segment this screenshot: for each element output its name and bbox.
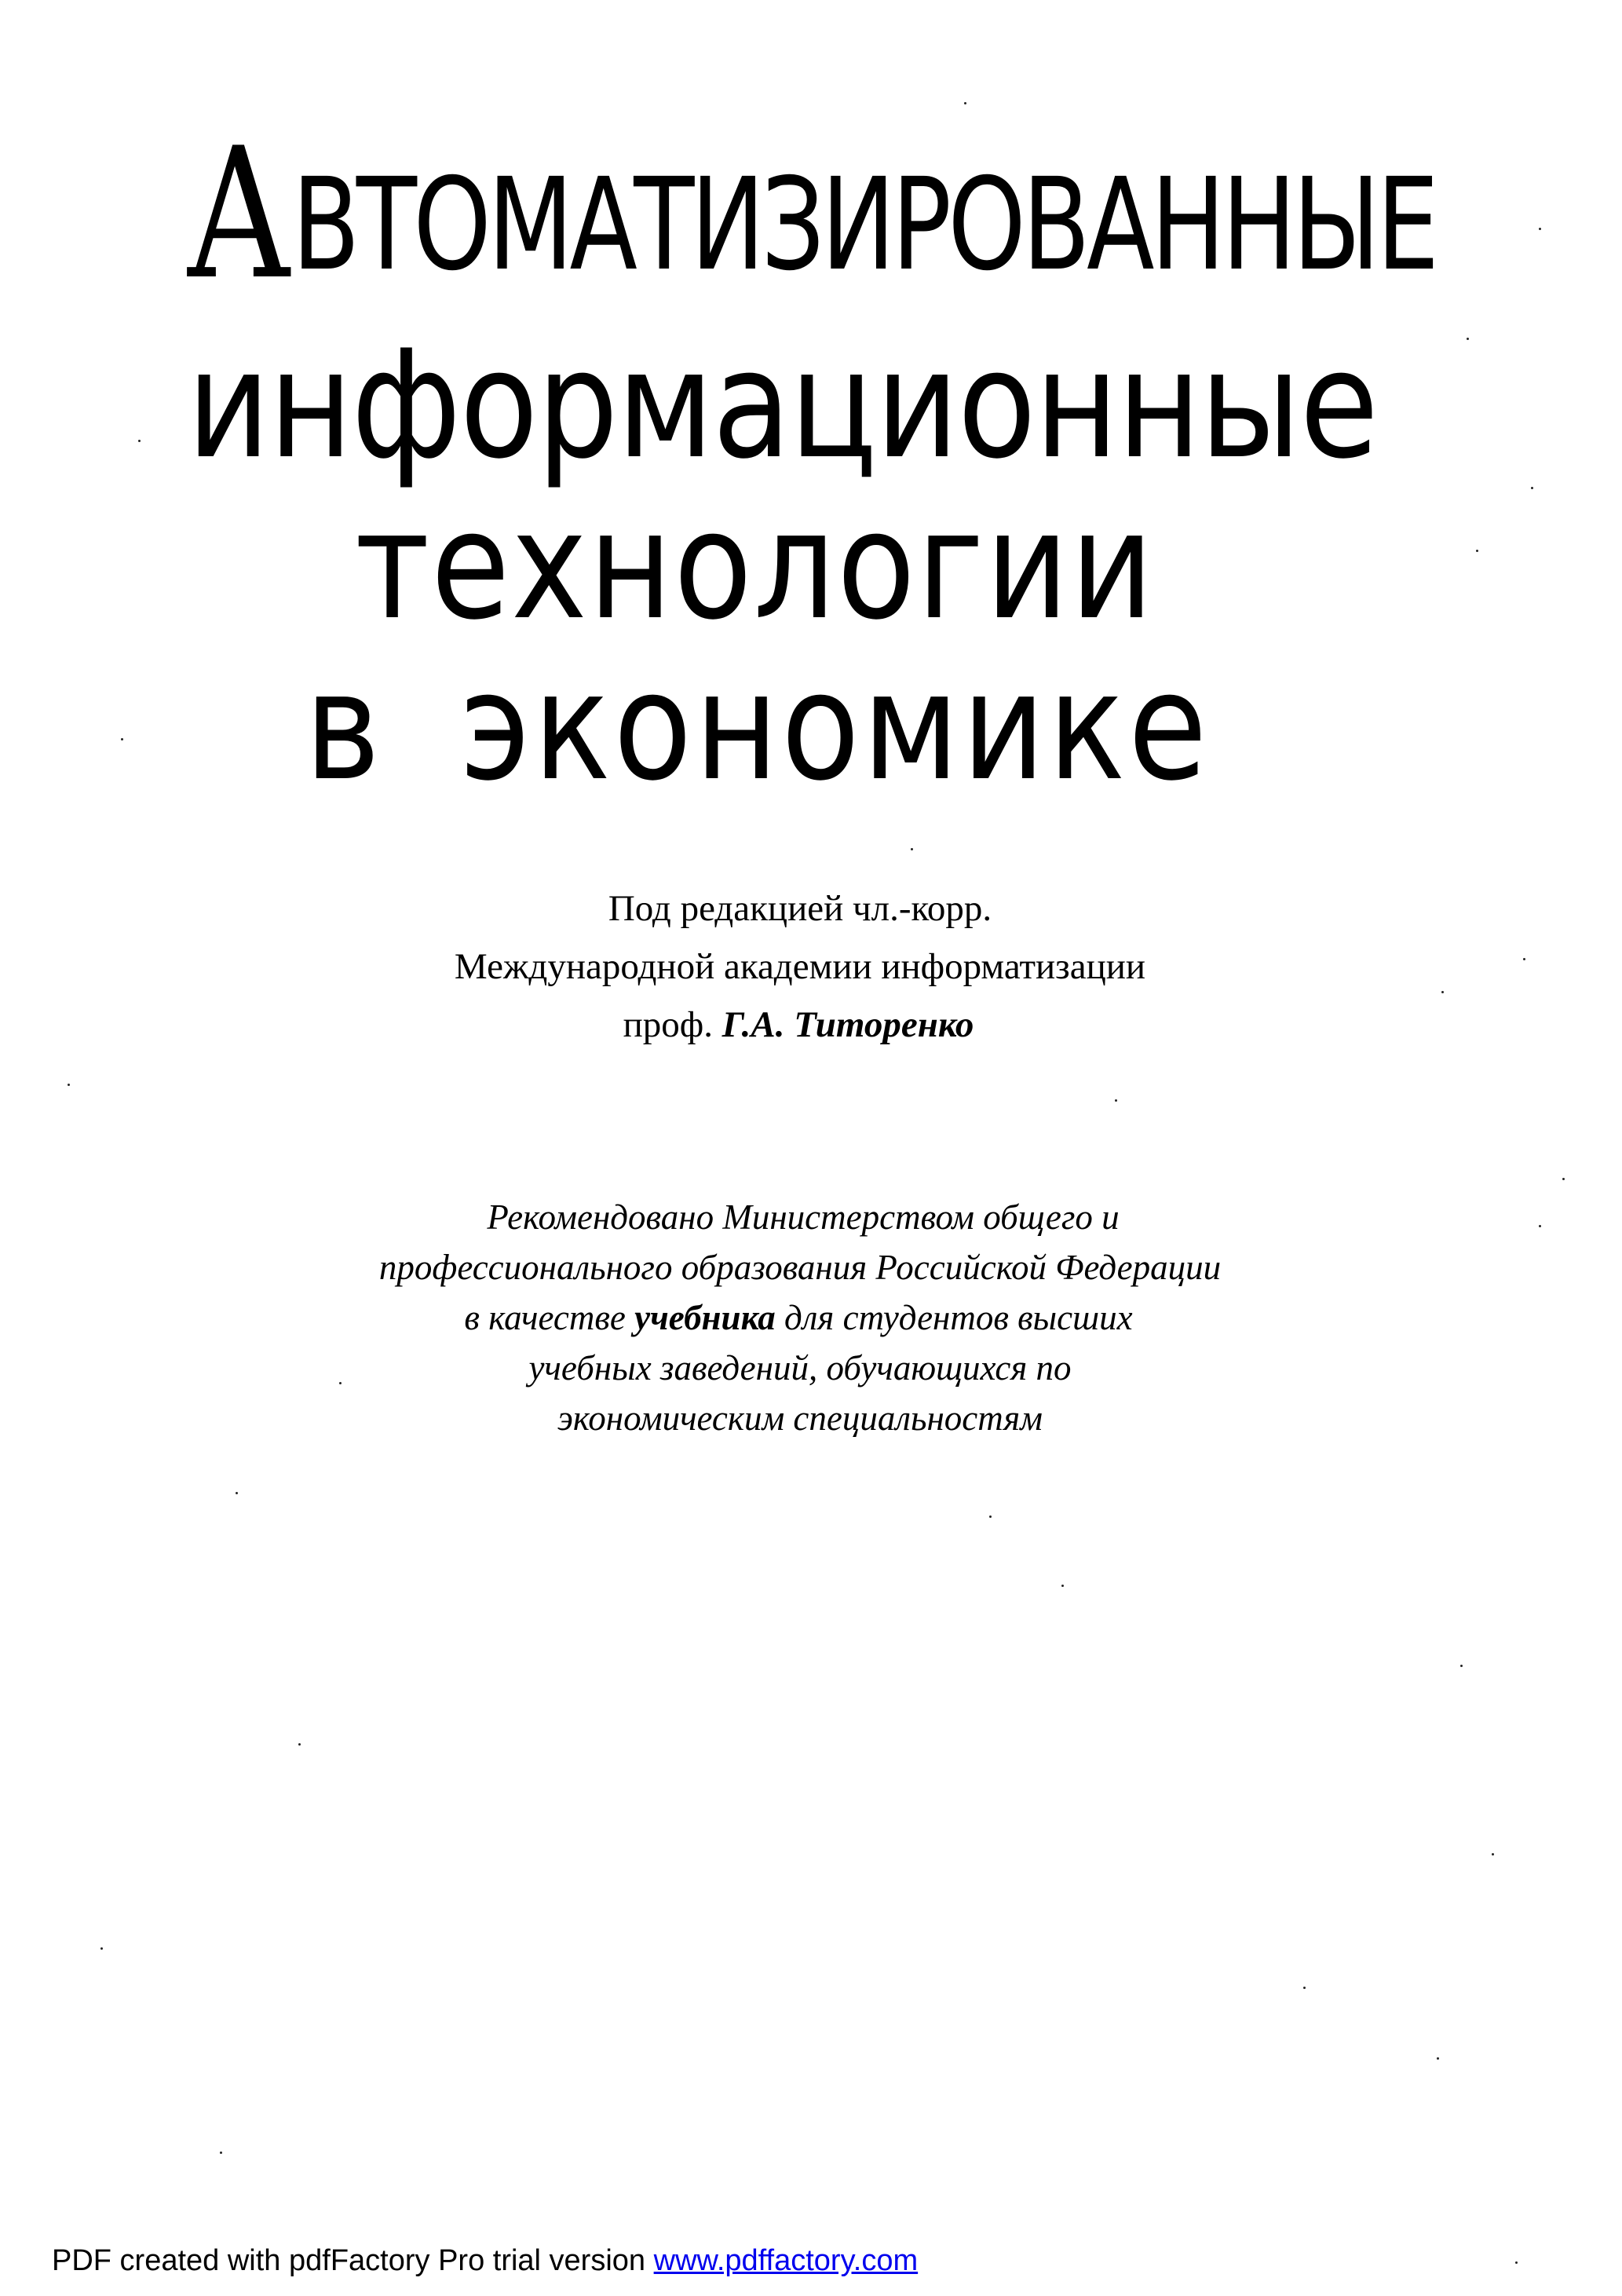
scan-speck	[220, 2152, 222, 2154]
pdf-watermark-footer	[52, 2244, 918, 2278]
recommendation-line-3-prefix: в качестве	[464, 1298, 626, 1337]
scan-speck	[236, 1492, 238, 1494]
scan-speck	[1061, 1585, 1064, 1587]
title-line-3: технологии	[355, 479, 1156, 653]
footer-text: PDF created with pdfFactory Pro trial version	[52, 2244, 646, 2277]
scan-speck	[1492, 1853, 1494, 1855]
recommendation-line-5: экономическим специальностям	[557, 1398, 1043, 1438]
scan-speck	[989, 1515, 992, 1518]
scan-speck	[1303, 1987, 1306, 1989]
scan-speck	[1115, 1099, 1117, 1102]
editor-name: Г.А. Титоренко	[721, 1004, 974, 1045]
scan-speck	[298, 1743, 301, 1746]
scan-speck	[1441, 991, 1444, 993]
scan-speck	[68, 1084, 70, 1086]
scan-speck	[1539, 228, 1541, 230]
scan-speck	[911, 848, 913, 850]
recommendation-line-3-bold: учебника	[634, 1298, 776, 1337]
editor-title-prefix: проф.	[623, 1004, 713, 1045]
recommendation-line-3-suffix: для студентов высших	[784, 1298, 1133, 1337]
editor-line-2: Международной академии информатизации	[454, 946, 1146, 987]
scan-speck	[138, 440, 141, 442]
scan-speck	[1515, 2261, 1518, 2264]
pdffactory-link[interactable]: www.pdffactory.com	[653, 2244, 919, 2277]
title-line-1-rest: ВТОМАТИЗИРОВАННЫЕ	[291, 152, 1436, 299]
title-line-2: информационные	[187, 318, 1378, 492]
scan-speck	[964, 102, 966, 104]
scan-speck	[1460, 1665, 1463, 1667]
scan-speck	[1562, 1178, 1565, 1180]
scan-speck	[1531, 487, 1533, 489]
title-line-4: в экономике	[305, 640, 1210, 813]
scan-speck	[1467, 338, 1469, 340]
recommendation-line-1: Рекомендовано Министерством общего и	[487, 1197, 1120, 1237]
scan-speck	[1476, 550, 1478, 552]
recommendation-line-3	[0, 1292, 1609, 1343]
scan-speck	[1523, 958, 1525, 960]
scan-speck	[339, 1382, 342, 1384]
recommendation-line-4: учебных заведений, обучающихся по	[528, 1348, 1072, 1387]
scan-speck	[100, 1947, 103, 1950]
editor-line-3	[0, 996, 1609, 1054]
title-line-1	[185, 110, 1436, 320]
title-initial-letter: А	[185, 110, 292, 320]
recommendation-line-2: профессионального образования Российской Федерации	[378, 1248, 1222, 1287]
scan-speck	[1539, 1225, 1541, 1227]
editor-line-1: Под редакцией чл.-корр.	[608, 888, 992, 929]
scan-speck	[1437, 2057, 1439, 2060]
scan-speck	[121, 738, 123, 740]
